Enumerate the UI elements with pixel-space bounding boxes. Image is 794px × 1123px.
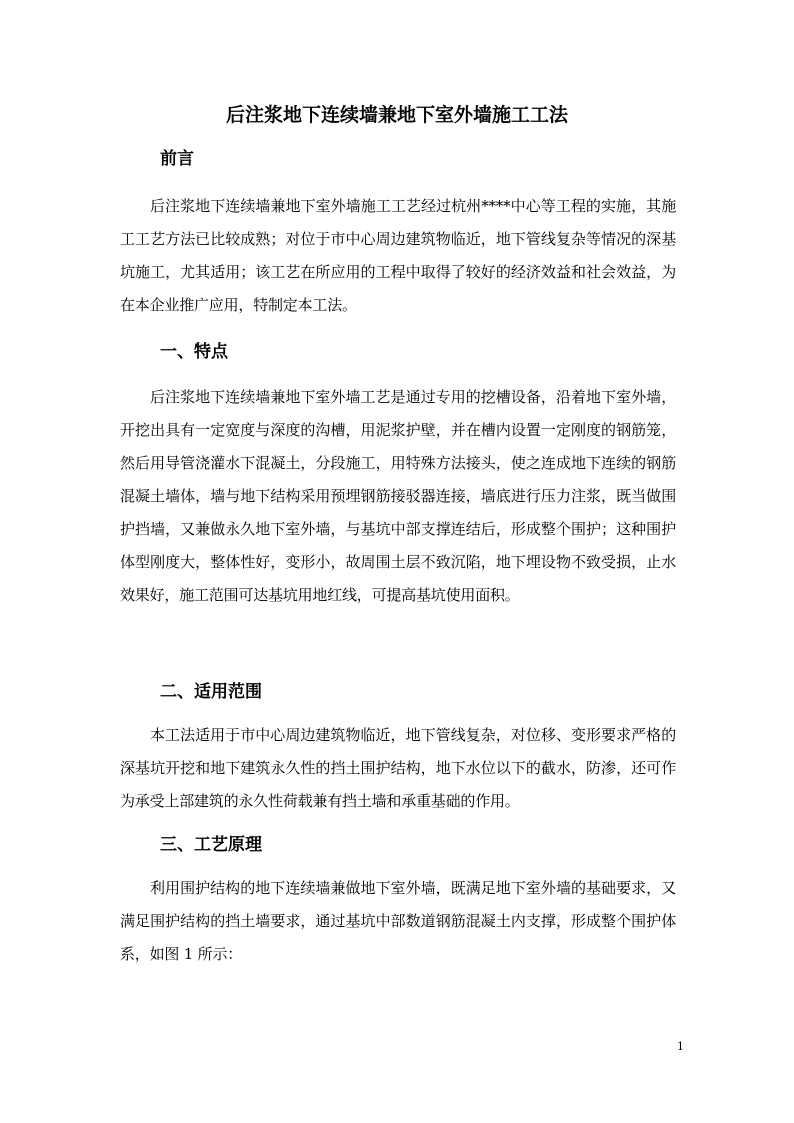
section-paragraph-features: 后注浆地下连续墙兼地下室外墙工艺是通过专用的挖槽设备，沿着地下室外墙，开挖出具有一定宽度与深度的沟槽，用泥浆护壁，并在槽内设置一定刚度的钢筋笼，然后用导管浇灌水下混凝土，分段施工，用特殊方法接头，使之连成地下连续的钢筋混凝土墙体，墙与地下结构采用预埋钢筋接驳器连接，墙底进行压力注浆，既当做围护挡墙，又兼做永久地下室外墙，与基坑中部支撑连结后，形成整个围护；这种围护体型刚度大，整体性好，变形小，故周围土层不致沉陷，地下埋设物不致受损，止水效果好，施工范围可达基坑用地红线，可提高基坑使用面积。 (120, 388, 676, 604)
section-heading-scope: 二、适用范围 (160, 682, 262, 702)
page-number: 1 (677, 1040, 684, 1053)
section-paragraph-preface: 后注浆地下连续墙兼地下室外墙施工工艺经过杭州****中心等工程的实施，其施工工艺方法已比较成熟；对位于市中心周边建筑物临近，地下管线复杂等情况的深基坑施工，尤其适用；该工艺在所应用的工程中取得了较好的经济效益和社会效益，为在本企业推广应用，特制定本工法。 (120, 197, 676, 314)
document-title: 后注浆地下连续墙兼地下室外墙施工工法 (225, 104, 568, 126)
section-heading-principle: 三、工艺原理 (160, 835, 262, 855)
section-paragraph-principle: 利用围护结构的地下连续墙兼做地下室外墙，既满足地下室外墙的基础要求，又满足围护结构的挡土墙要求，通过基坑中部数道钢筋混凝土内支撑，形成整个围护体系，如图 1 所示： (120, 879, 676, 963)
section-heading-features: 一、特点 (160, 342, 228, 362)
section-paragraph-scope: 本工法适用于市中心周边建筑物临近，地下管线复杂，对位移、变形要求严格的深基坑开挖和地下建筑永久性的挡土围护结构，地下水位以下的截水，防渗，还可作为承受上部建筑的永久性荷载兼有挡土墙和承重基础的作用。 (120, 726, 676, 810)
section-heading-preface: 前言 (160, 149, 194, 169)
